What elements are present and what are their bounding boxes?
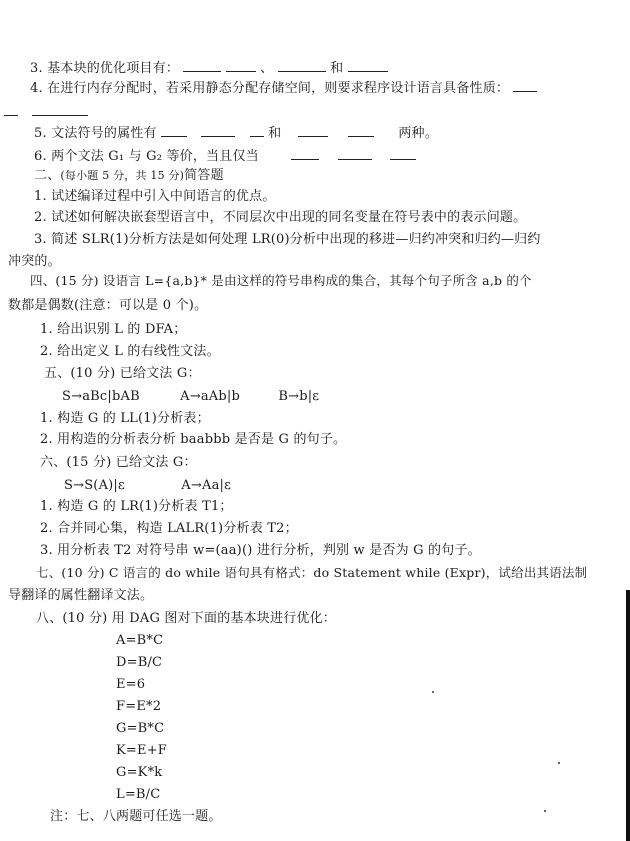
- question-text: 4. 在进行内存分配时，若采用静态分配存储空间，则要求程序设计语言具备性质：: [30, 81, 510, 96]
- answer-blank: [390, 148, 416, 160]
- scan-edge: [626, 590, 630, 841]
- code-line: L=B/C: [116, 787, 161, 802]
- code-line: D=B/C: [116, 655, 163, 670]
- grammar-rule-s: S→S(A)|ε: [64, 478, 125, 493]
- answer-blank: [161, 125, 187, 137]
- section-7-line-1: 七、(10 分) C 语言的 do while 语句具有格式：do Statement while (Expr)，试给出其语法制: [36, 565, 588, 580]
- code-line: E=6: [116, 677, 146, 692]
- separator: 、: [260, 61, 274, 76]
- question-1-4-cont: [4, 104, 88, 121]
- section-title: 简答题: [184, 168, 224, 183]
- scan-speck: [544, 810, 546, 812]
- question-tail: 两种。: [398, 126, 438, 141]
- section-7-line-2: 导翻译的属性翻译文法。: [8, 588, 154, 603]
- code-line: F=E*2: [116, 699, 162, 714]
- section-2-heading: [34, 168, 224, 184]
- question-1-4: [30, 80, 537, 97]
- answer-blank: [348, 125, 374, 137]
- question-2-2: 2. 试述如何解决嵌套型语言中，不同层次中出现的同名变量在符号表中的表示问题。: [34, 210, 527, 225]
- question-text: 6. 两个文法 G₁ 与 G₂ 等价，当且仅当: [34, 149, 259, 164]
- question-1-5: [34, 125, 438, 142]
- answer-blank: [348, 60, 388, 72]
- code-line: K=E+F: [116, 743, 168, 758]
- question-1-3: [30, 60, 388, 77]
- section-4-line-2: 数都是偶数(注意：可以是 0 个)。: [8, 298, 208, 313]
- answer-blank: [338, 148, 372, 160]
- question-2-3: 3. 简述 SLR(1)分析方法是如何处理 LR(0)分析中出现的移进—归约冲突和归约—归约: [34, 232, 541, 247]
- question-4-2: 2. 给出定义 L 的右线性文法。: [40, 344, 220, 359]
- grammar-rules: [64, 478, 231, 494]
- code-line: G=B*C: [116, 721, 165, 736]
- code-line: A=B*C: [116, 633, 164, 648]
- question-2-1: 1. 试述编译过程中引入中间语言的优点。: [34, 189, 276, 204]
- question-6-1: 1. 构造 G 的 LR(1)分析表 T1；: [40, 499, 233, 514]
- footnote: 注：七、八两题可任选一题。: [50, 809, 222, 824]
- answer-blank: [278, 60, 326, 72]
- question-6-2: 2. 合并同心集，构造 LALR(1)分析表 T2；: [40, 521, 298, 536]
- answer-blank: [32, 104, 88, 116]
- scan-speck: [432, 691, 434, 693]
- grammar-rules: [62, 389, 319, 405]
- grammar-rule-b: B→b|ε: [278, 389, 320, 404]
- conjunction: 和: [330, 61, 344, 76]
- answer-blank: [291, 148, 319, 160]
- scan-speck: [558, 762, 560, 764]
- answer-blank: [201, 125, 235, 137]
- question-1-6: [34, 148, 416, 165]
- conjunction: 和: [268, 126, 282, 141]
- grammar-rule-a: A→aAb|b: [180, 389, 241, 404]
- section-4-line-1: 四、(15 分) 设语言 L={a,b}* 是由这样的符号串构成的集合，其每个句子所含 a,b 的个: [30, 273, 532, 288]
- question-text: 5. 文法符号的属性有: [34, 126, 157, 141]
- answer-blank: [298, 125, 328, 137]
- question-text: 3. 基本块的优化项目有：: [30, 61, 180, 76]
- section-8-heading: 八、(10 分) 用 DAG 图对下面的基本块进行优化：: [36, 611, 337, 626]
- answer-blank: [513, 80, 537, 92]
- question-5-2: 2. 用构造的分析表分析 baabbb 是否是 G 的句子。: [40, 432, 347, 447]
- score-note: (每小题 5 分，共 15 分): [60, 169, 185, 182]
- grammar-rule-s: S→aBc|bAB: [62, 389, 140, 404]
- answer-blank: [4, 104, 18, 116]
- question-4-1: 1. 给出识别 L 的 DFA；: [40, 322, 187, 337]
- question-2-3-cont: 冲突的。: [8, 254, 61, 269]
- answer-blank: [183, 60, 221, 72]
- question-5-1: 1. 构造 G 的 LL(1)分析表；: [40, 411, 210, 426]
- section-5-heading: 五、(10 分) 已给文法 G：: [44, 366, 201, 381]
- answer-blank: [250, 125, 264, 137]
- grammar-rule-a: A→Aa|ε: [181, 478, 232, 493]
- question-6-3: 3. 用分析表 T2 对符号串 w=(aa)() 进行分析，判别 w 是否为 G 的句子。: [40, 543, 481, 558]
- section-6-heading: 六、(15 分) 已给文法 G：: [40, 455, 197, 470]
- code-line: G=K*k: [116, 765, 163, 780]
- section-number: 二、: [34, 168, 61, 183]
- answer-blank: [226, 60, 256, 72]
